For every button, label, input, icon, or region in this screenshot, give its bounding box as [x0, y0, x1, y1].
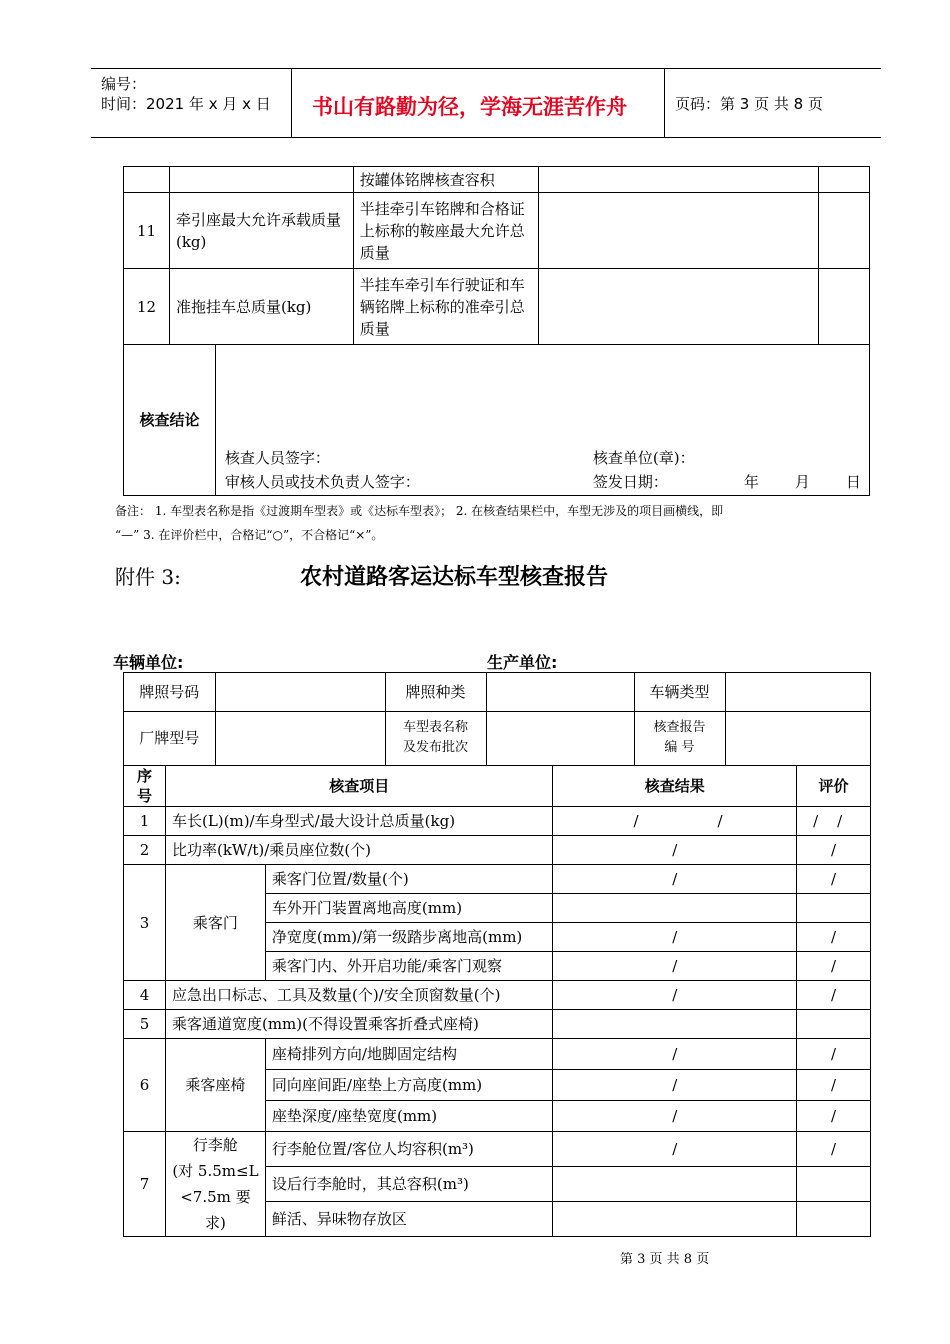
table-row: [124, 1039, 871, 1070]
report-title: 农村道路客运达标车型核查报告: [300, 565, 609, 590]
check-item: 比功率(kW/t)/乘员座位数(个): [165, 836, 553, 865]
date-day: 日: [845, 473, 861, 491]
check-item: 座垫深度/座垫宽度(mm): [265, 1101, 553, 1132]
result-cell: [553, 894, 797, 923]
check-group: 乘客门: [165, 865, 265, 981]
check-item: 鲜活、异味物存放区: [265, 1202, 553, 1237]
row-number: 1: [124, 807, 166, 836]
group-line-2: (对 5.5m≤L: [172, 1162, 259, 1180]
check-item: 净宽度(mm)/第一级踏步离地高(mm): [265, 923, 553, 952]
eval-cell: /: [797, 1132, 871, 1167]
inspector-signature: 核查人员签字：: [224, 449, 330, 467]
row-number: 2: [124, 836, 166, 865]
table-name-line-2: 及发布批次: [402, 740, 468, 756]
result-cell: /: [553, 1101, 797, 1132]
reviewer-signature: 审核人员或技术负责人签字：: [224, 473, 420, 491]
group-line-1: 行李舱: [192, 1136, 238, 1154]
check-name: 牵引座最大允许承载质量(kg): [169, 193, 353, 269]
table-row: [124, 1132, 871, 1167]
notes-line-2: “—” 3. 在评价栏中，合格记“○”，不合格记“×”。: [115, 528, 384, 542]
table-header-row: [124, 766, 871, 807]
eval-cell: /: [797, 981, 871, 1010]
eval-cell: /: [797, 1039, 871, 1070]
conclusion-label: 核查结论: [124, 345, 216, 496]
production-unit-label: 生产单位:: [487, 653, 558, 672]
result-cell: /: [553, 952, 797, 981]
check-item: 半挂车牵引车行驶证和车辆铭牌上标称的准牵引总质量: [353, 269, 539, 345]
table-row: [124, 269, 870, 345]
result-cell: /: [553, 981, 797, 1010]
page-header: [91, 68, 881, 138]
header-meta: [91, 69, 292, 137]
result-cell: [553, 807, 797, 836]
slash-mark: /: [717, 812, 723, 830]
vehicle-unit-label: 车辆单位:: [113, 653, 184, 672]
table-row: [124, 673, 871, 766]
result-cell: /: [553, 836, 797, 865]
eval-cell: [797, 1010, 871, 1039]
result-cell: /: [553, 1039, 797, 1070]
check-item: 应急出口标志、工具及数量(个)/安全顶窗数量(个): [165, 981, 553, 1010]
result-cell: /: [553, 923, 797, 952]
eval-cell: /: [797, 1101, 871, 1132]
header-motto: 书山有路勤为径，学海无涯苦作舟: [312, 95, 627, 119]
inspection-report-table: [123, 672, 871, 1237]
header-page-cell: [665, 69, 881, 137]
eval-cell: /: [797, 1070, 871, 1101]
brand-model-value: [215, 711, 385, 765]
header-page-number: 页码：第 3 页 共 8 页: [675, 95, 823, 113]
header-eval: 评价: [797, 766, 871, 807]
plate-type-value: [486, 673, 634, 711]
table-row: [124, 167, 870, 193]
check-item: 车外开门装置离地高度(mm): [265, 894, 553, 923]
check-item: 车长(L)(m)/车身型式/最大设计总质量(kg): [165, 807, 553, 836]
row-number: 3: [124, 865, 166, 981]
brand-model-label: 厂牌型号: [124, 711, 215, 765]
row-number: 11: [124, 193, 170, 269]
continued-check-table: [123, 166, 870, 496]
row-number: 6: [124, 1039, 166, 1132]
check-group: [165, 1132, 265, 1237]
conclusion-row: [124, 345, 870, 496]
table-row: [124, 836, 871, 865]
result-cell: [553, 1167, 797, 1202]
result-cell: /: [553, 865, 797, 894]
report-no-line-2: 编 号: [664, 740, 695, 756]
header-result: 核查结果: [553, 766, 797, 807]
group-line-3: <7.5m 要求): [180, 1188, 251, 1232]
date-year: 年: [743, 473, 759, 491]
eval-cell: /: [797, 836, 871, 865]
check-name: 准拖挂车总质量(kg): [169, 269, 353, 345]
check-item: 座椅排列方向/地脚固定结构: [265, 1039, 553, 1070]
check-group: 乘客座椅: [165, 1039, 265, 1132]
table-row: [124, 981, 871, 1010]
header-motto-cell: [292, 69, 665, 137]
table-name-value: [486, 711, 634, 765]
table-row: [124, 193, 870, 269]
vehicle-type-value: [725, 673, 870, 711]
plate-no-value: [215, 673, 385, 711]
check-item: 乘客门内、外开启功能/乘客门观察: [265, 952, 553, 981]
result-cell: /: [553, 1070, 797, 1101]
table-row: [124, 807, 871, 836]
document-number: 编号：: [101, 75, 147, 93]
eval-cell: [797, 1167, 871, 1202]
result-cell: [553, 1202, 797, 1237]
inspection-unit: 核查单位(章)：: [592, 449, 695, 467]
check-item: 乘客门位置/数量(个): [265, 865, 553, 894]
attachment-label: 附件 3:: [115, 565, 181, 589]
table-name-label: [385, 711, 486, 765]
eval-cell: /: [797, 952, 871, 981]
header-no: 序号: [124, 766, 166, 807]
plate-type-label: 牌照种类: [385, 673, 486, 711]
date-month: 月: [794, 473, 810, 491]
check-item: 设后行李舱时，其总容积(m³): [265, 1167, 553, 1202]
conclusion-content: [215, 345, 869, 496]
result-cell: [553, 1010, 797, 1039]
eval-cell: /: [797, 923, 871, 952]
report-no-line-1: 核查报告: [653, 720, 706, 736]
plate-no-label: 牌照号码: [124, 673, 215, 711]
report-no-value: [725, 711, 870, 765]
check-item: 同向座间距/座垫上方高度(mm): [265, 1070, 553, 1101]
eval-cell: [797, 1202, 871, 1237]
page-footer: 第 3 页 共 8 页: [620, 1252, 710, 1267]
check-item: 按罐体铭牌核查容积: [353, 167, 539, 193]
eval-cell: [797, 807, 871, 836]
slash-mark: /: [837, 812, 843, 830]
row-number: 7: [124, 1132, 166, 1237]
report-no-label: [634, 711, 725, 765]
header-item: 核查项目: [165, 766, 553, 807]
vehicle-info-grid: [124, 673, 870, 765]
eval-cell: [797, 894, 871, 923]
row-number: 5: [124, 1010, 166, 1039]
row-number: 12: [124, 269, 170, 345]
row-number: 4: [124, 981, 166, 1010]
document-time: 时间：2021 年 x 月 x 日: [101, 95, 271, 113]
vehicle-type-label: 车辆类型: [634, 673, 725, 711]
check-item: 行李舱位置/客位人均容积(m³): [265, 1132, 553, 1167]
check-item: 半挂牵引车铭牌和合格证上标称的鞍座最大允许总质量: [353, 193, 539, 269]
issue-date: 签发日期：: [592, 473, 668, 491]
notes-line-1: 备注： 1. 车型表名称是指《过渡期车型表》或《达标车型表》； 2. 在核查结果栏中，车型无涉及的项目画横线，即: [115, 504, 724, 518]
slash-mark: /: [633, 812, 639, 830]
result-cell: /: [553, 1132, 797, 1167]
table-row: [124, 1010, 871, 1039]
check-item: 乘客通道宽度(mm)(不得设置乘客折叠式座椅): [165, 1010, 553, 1039]
table-row: [124, 865, 871, 894]
slash-mark: /: [813, 812, 819, 830]
eval-cell: /: [797, 865, 871, 894]
table-name-line-1: 车型表名称: [402, 720, 468, 736]
